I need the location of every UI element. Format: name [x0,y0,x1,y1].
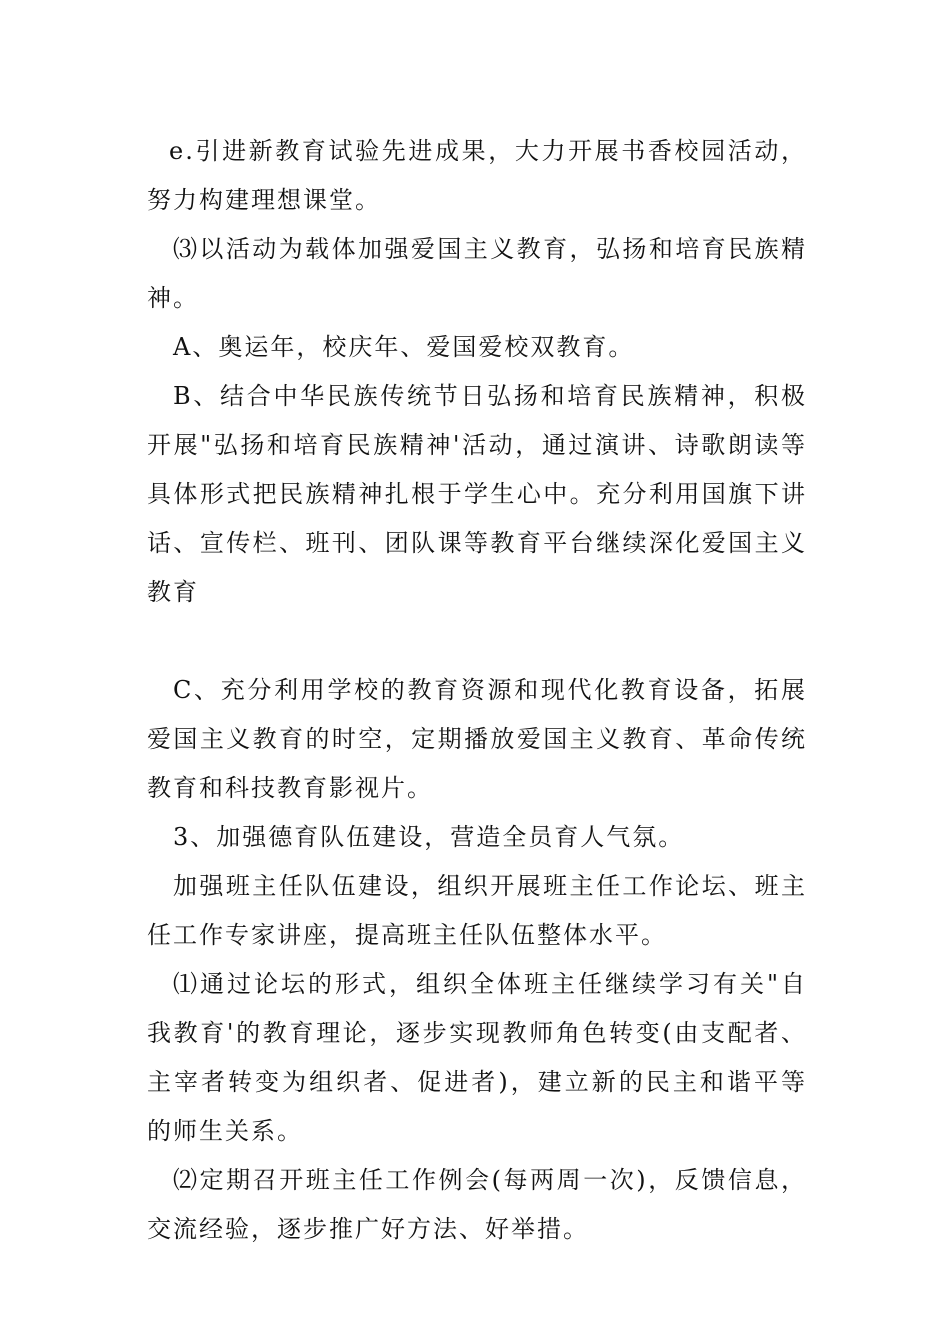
paragraph-3-moral-team: 3、加强德育队伍建设，营造全员育人气氛。 [173,823,685,851]
paragraph-1-forum: ⑴通过论坛的形式，组织全体班主任继续学习有关"自我教育'的教育理论，逐步实现教师角色转变(由支配者、主宰者转变为组织者、促进者)，建立新的民主和谐平等的师生关系。 [147,970,807,1145]
blank-line [147,617,807,666]
paragraph-b-national-spirit: B、结合中华民族传统节日弘扬和培育民族精神，积极开展"弘扬和培育民族精神'活动，通过演讲、诗歌朗读等具体形式把民族精神扎根于学生心中。充分利用国旗下讲话、宣传栏、班刊、团队课等教育平台继续深化爱国主义教育 [147,382,807,606]
paragraph-e-reading-campus: e.引进新教育试验先进成果，大力开展书香校园活动，努力构建理想课堂。 [147,137,807,214]
paragraph-class-teacher-team: 加强班主任队伍建设，组织开展班主任工作论坛、班主任工作专家讲座，提高班主任队伍整体水平。 [147,872,807,949]
paragraph-a-olympic-year: A、奥运年，校庆年、爱国爱校双教育。 [173,333,635,361]
paragraph-2-regular-meeting: ⑵定期召开班主任工作例会(每两周一次)，反馈信息，交流经验，逐步推广好方法、好举措。 [147,1166,807,1243]
document-body [147,127,807,1254]
paragraph-3-patriotic-education: ⑶以活动为载体加强爱国主义教育，弘扬和培育民族精神。 [147,235,807,312]
paragraph-c-education-resources: C、充分利用学校的教育资源和现代化教育设备，拓展爱国主义教育的时空，定期播放爱国主义教育、革命传统教育和科技教育影视片。 [147,676,807,802]
